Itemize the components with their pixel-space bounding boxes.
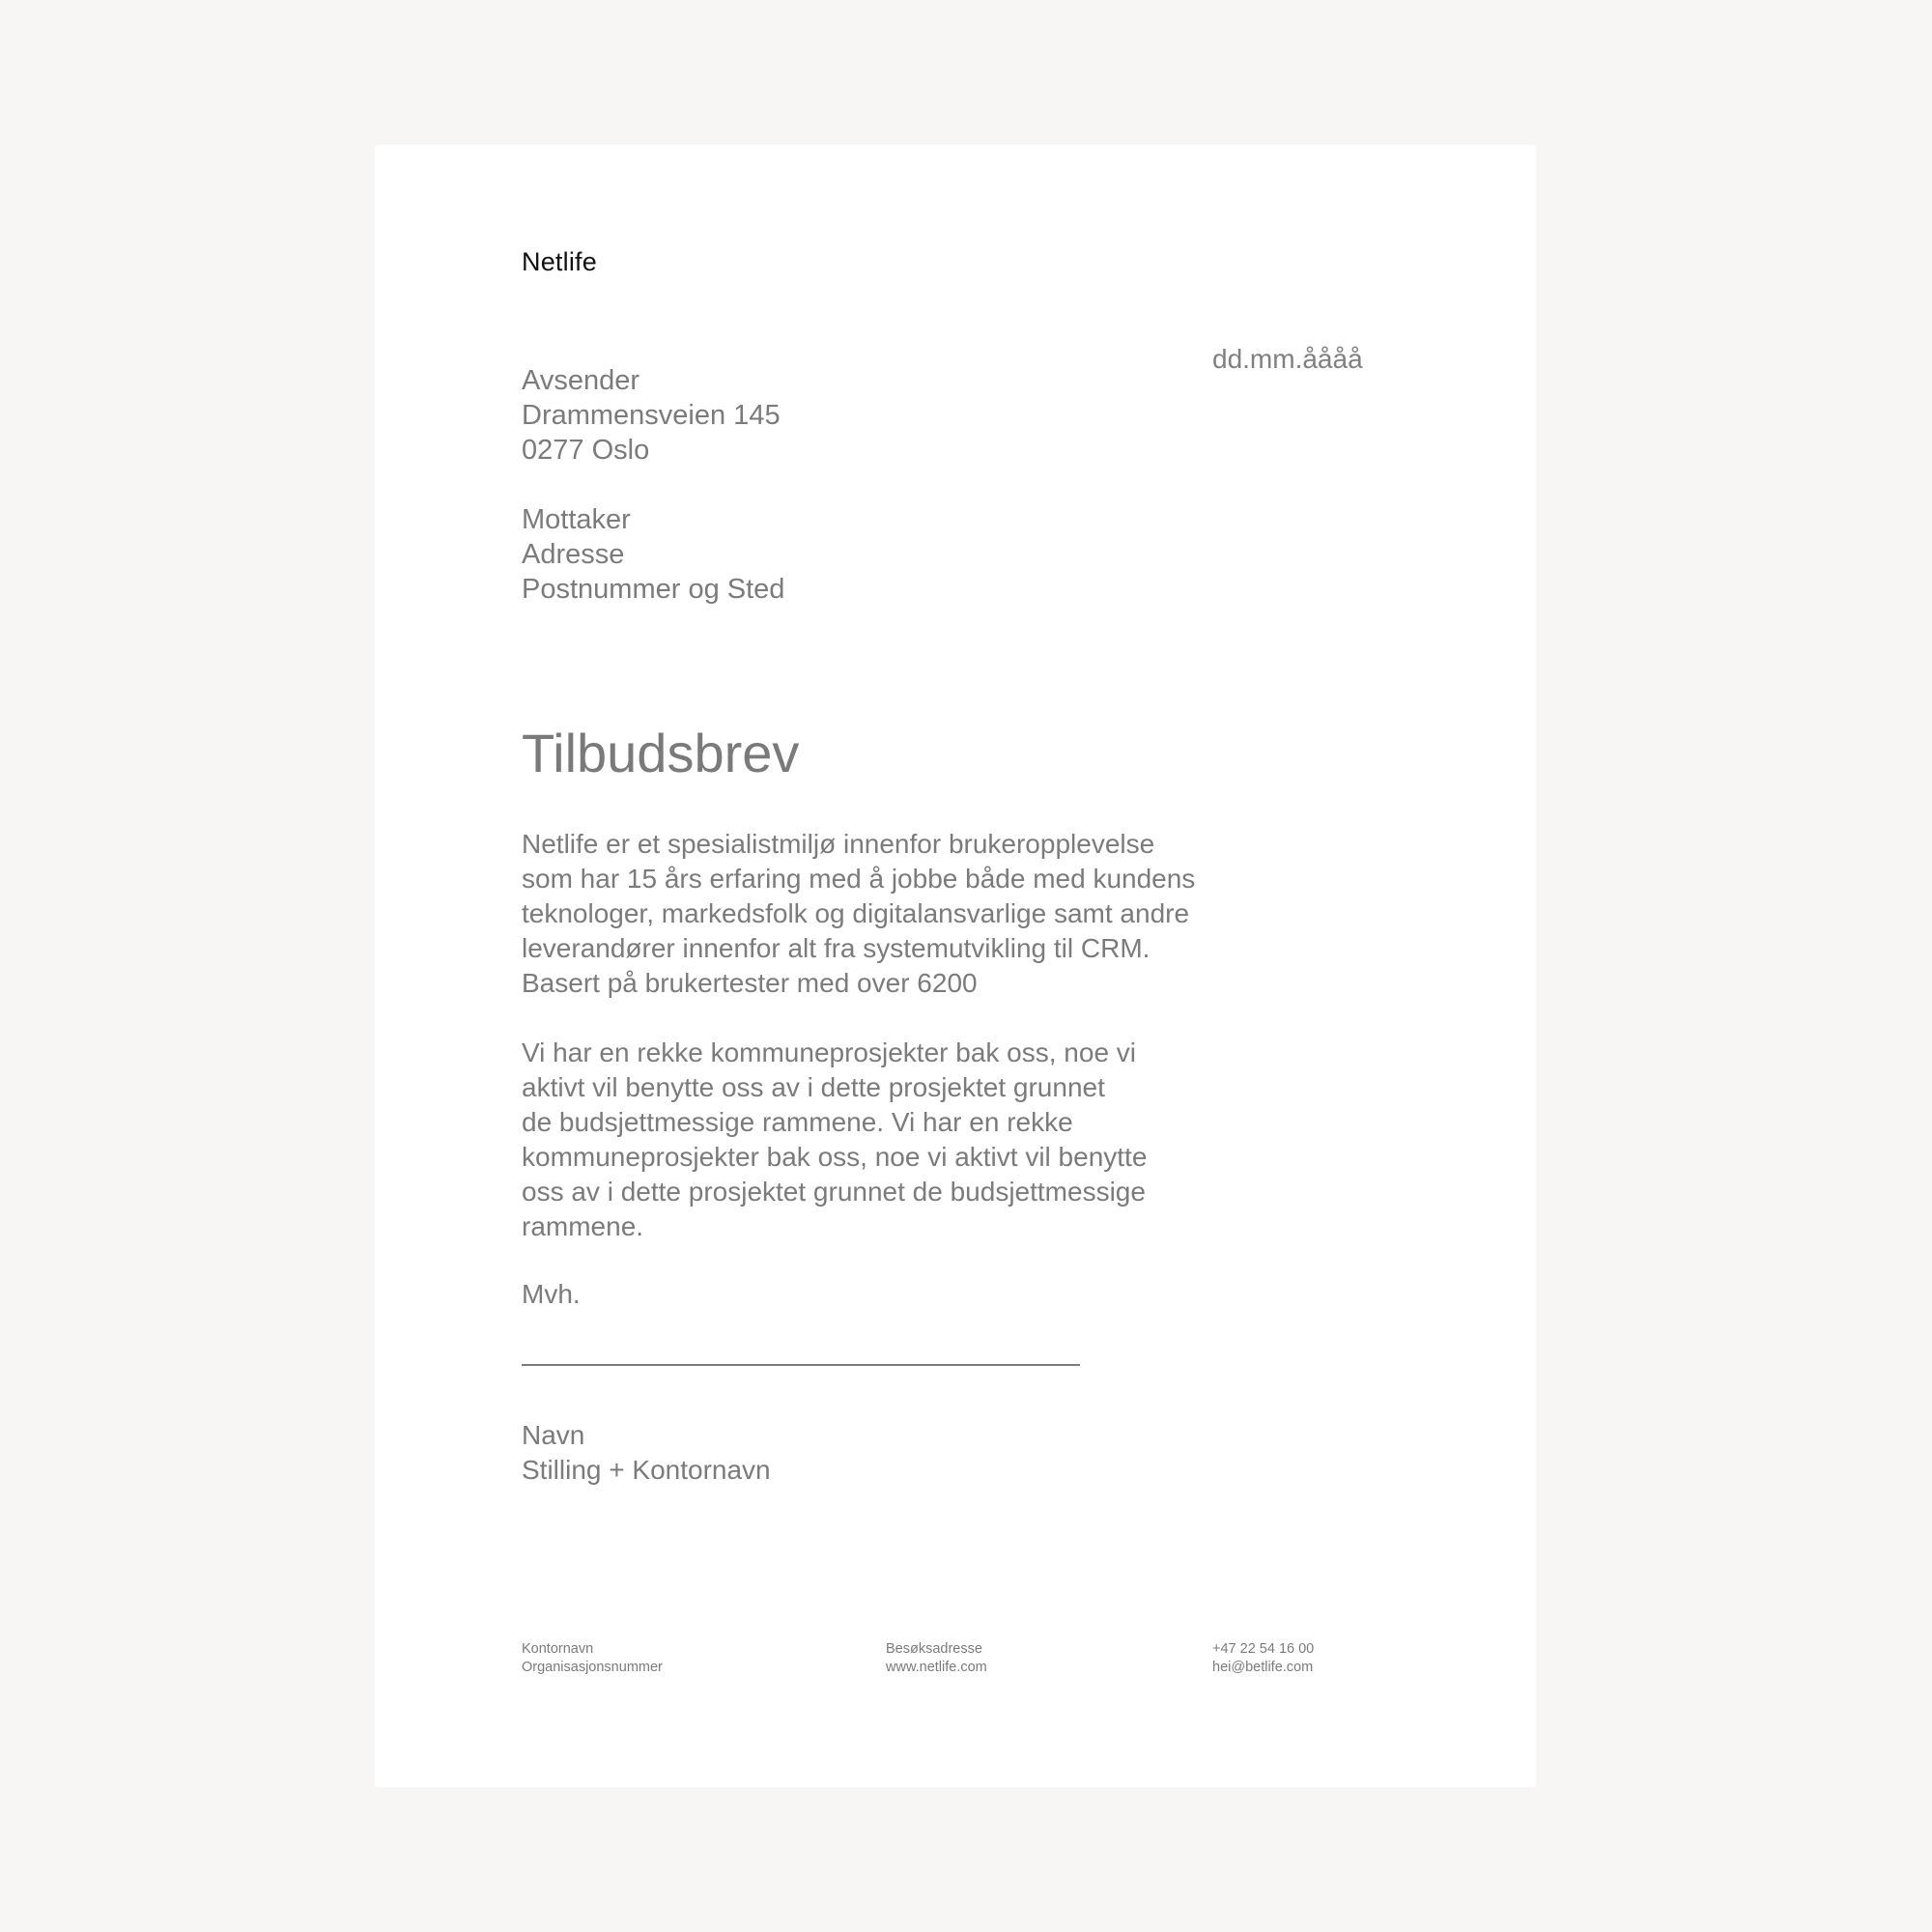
paragraph-line: oss av i dette prosjektet grunnet de budsjettmessige <box>522 1177 1146 1207</box>
footer-visit-address: Besøksadresse <box>886 1641 982 1657</box>
footer-company <box>522 1640 663 1677</box>
sender-name: Avsender <box>522 365 639 396</box>
netlife-logo: Netlife <box>522 247 597 276</box>
footer-contact <box>1212 1640 1314 1677</box>
signature-line <box>522 1364 1080 1366</box>
paragraph-line: kommuneprosjekter bak oss, noe vi aktivt vil benytte <box>522 1142 1148 1172</box>
footer-website-link[interactable]: www.netlife.com <box>886 1660 987 1675</box>
footer-email-link[interactable]: hei@betlife.com <box>1212 1660 1314 1675</box>
closing-salutation: Mvh. <box>522 1279 581 1309</box>
recipient-address <box>522 502 784 607</box>
paragraph-line: de budsjettmessige rammene. Vi har en rekke <box>522 1107 1073 1137</box>
recipient-name: Mottaker <box>522 504 631 535</box>
letter-title: Tilbudsbrev <box>522 723 800 783</box>
paragraph-line: aktivt vil benytte oss av i dette prosjektet grunnet <box>522 1072 1105 1102</box>
footer-office-name: Kontornavn <box>522 1641 594 1657</box>
recipient-street: Adresse <box>522 539 625 570</box>
signer-name: Navn <box>522 1420 585 1450</box>
recipient-postal: Postnummer og Sted <box>522 574 785 605</box>
paragraph-line: som har 15 års erfaring med å jobbe både med kundens <box>522 864 1196 894</box>
sender-address <box>522 363 781 468</box>
signer-title: Stilling + Kontornavn <box>522 1455 771 1485</box>
paragraph-line: Netlife er et spesialistmiljø innenfor brukeropplevelse <box>522 829 1155 859</box>
footer-address <box>886 1640 987 1677</box>
paragraph-line: leverandører innenfor alt fra systemutvikling til CRM. <box>522 933 1151 963</box>
footer-org-number: Organisasjonsnummer <box>522 1660 663 1675</box>
letter-page <box>375 145 1536 1787</box>
footer-phone[interactable]: +47 22 54 16 00 <box>1212 1641 1315 1657</box>
signer-block <box>522 1418 771 1488</box>
body-paragraph-1 <box>522 827 1195 1001</box>
body-paragraph-2 <box>522 1036 1147 1244</box>
paragraph-line: Basert på brukertester med over 6200 <box>522 968 978 998</box>
sender-postal: 0277 Oslo <box>522 435 650 466</box>
sender-street: Drammensveien 145 <box>522 400 781 431</box>
paragraph-line: rammene. <box>522 1211 644 1241</box>
letter-date: dd.mm.åååå <box>1212 344 1363 374</box>
paragraph-line: Vi har en rekke kommuneprosjekter bak oss, noe vi <box>522 1037 1137 1067</box>
paragraph-line: teknologer, markedsfolk og digitalansvarlige samt andre <box>522 898 1190 928</box>
